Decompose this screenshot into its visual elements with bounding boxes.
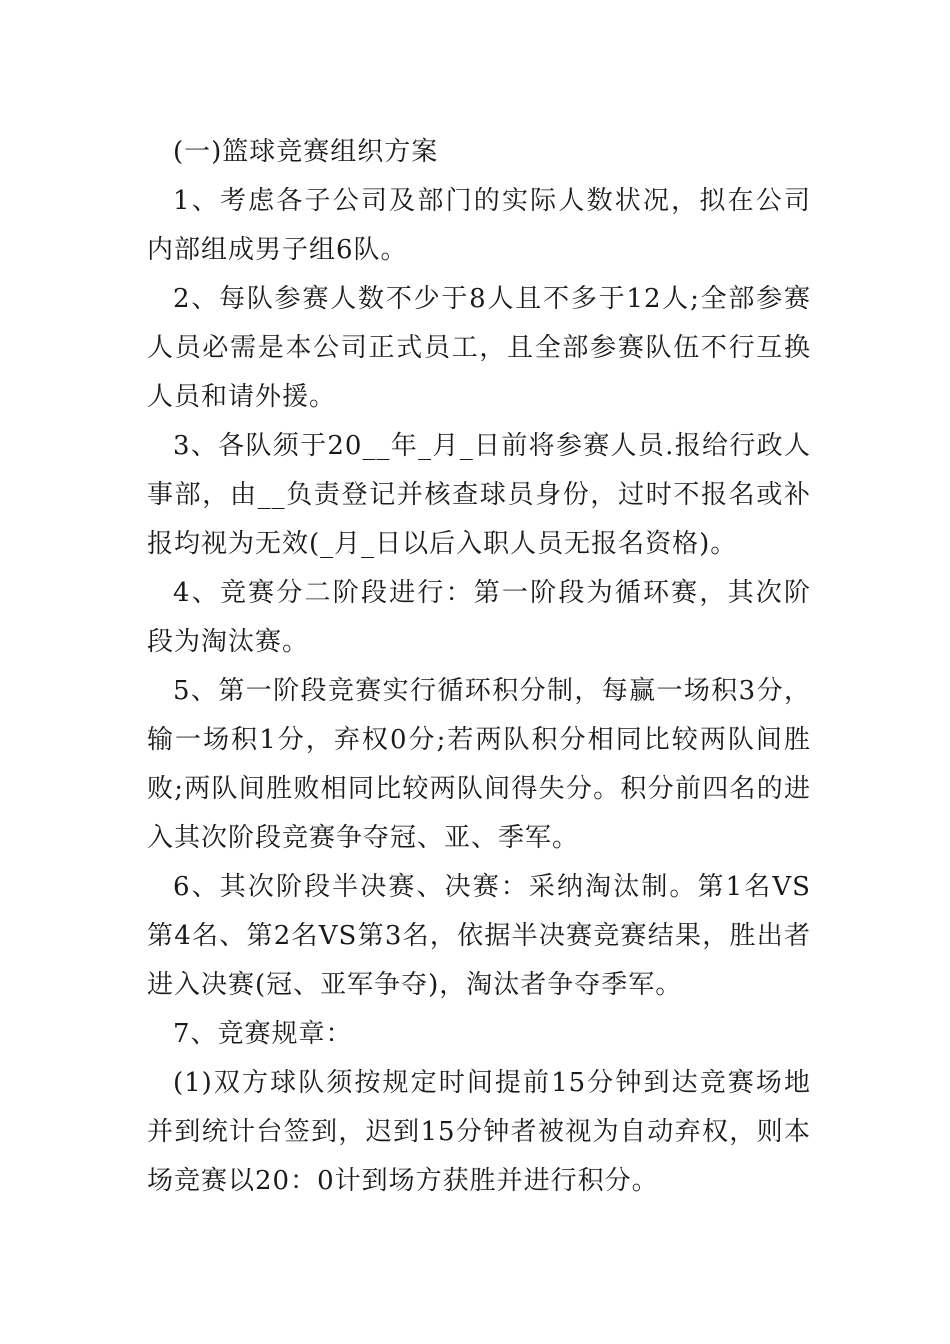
paragraph-item-3: 3、各队须于20__年_月_日前将参赛人员.报给行政人事部，由__负责登记并核查球员身份，过时不报名或补报均视为无效(_月_日以后入职人员无报名资格)。 (147, 431, 811, 559)
paragraph-item-7: 7、竞赛规章： (173, 1019, 353, 1049)
paragraph-item-6: 6、其次阶段半决赛、决赛：采纳淘汰制。第1名VS第4名、第2名VS第3名，依据半决赛竞赛结果，胜出者进入决赛(冠、亚军争夺)，淘汰者争夺季军。 (147, 872, 811, 1000)
paragraph-item-1: 1、考虑各子公司及部门的实际人数状况，拟在公司内部组成男子组6队。 (147, 186, 811, 265)
sub-item-1: (1)双方球队须按规定时间提前15分钟到达竞赛场地并到统计台签到，迟到15分钟者被视为自动弃权，则本场竞赛以20：0计到场方获胜并进行积分。 (147, 1068, 811, 1196)
paragraph-item-5: 5、第一阶段竞赛实行循环积分制，每赢一场积3分，输一场积1分，弃权0分;若两队积分相同比较两队间胜败;两队间胜败相同比较两队间得失分。积分前四名的进入其次阶段竞赛争夺冠、亚、季军。 (147, 676, 811, 853)
document-body (147, 128, 811, 1206)
paragraph-item-4: 4、竞赛分二阶段进行：第一阶段为循环赛，其次阶段为淘汰赛。 (147, 578, 811, 657)
section-heading: (一)篮球竞赛组织方案 (173, 137, 439, 167)
paragraph-item-2: 2、每队参赛人数不少于8人且不多于12人;全部参赛人员必需是本公司正式员工，且全部参赛队伍不行互换人员和请外援。 (147, 284, 811, 412)
